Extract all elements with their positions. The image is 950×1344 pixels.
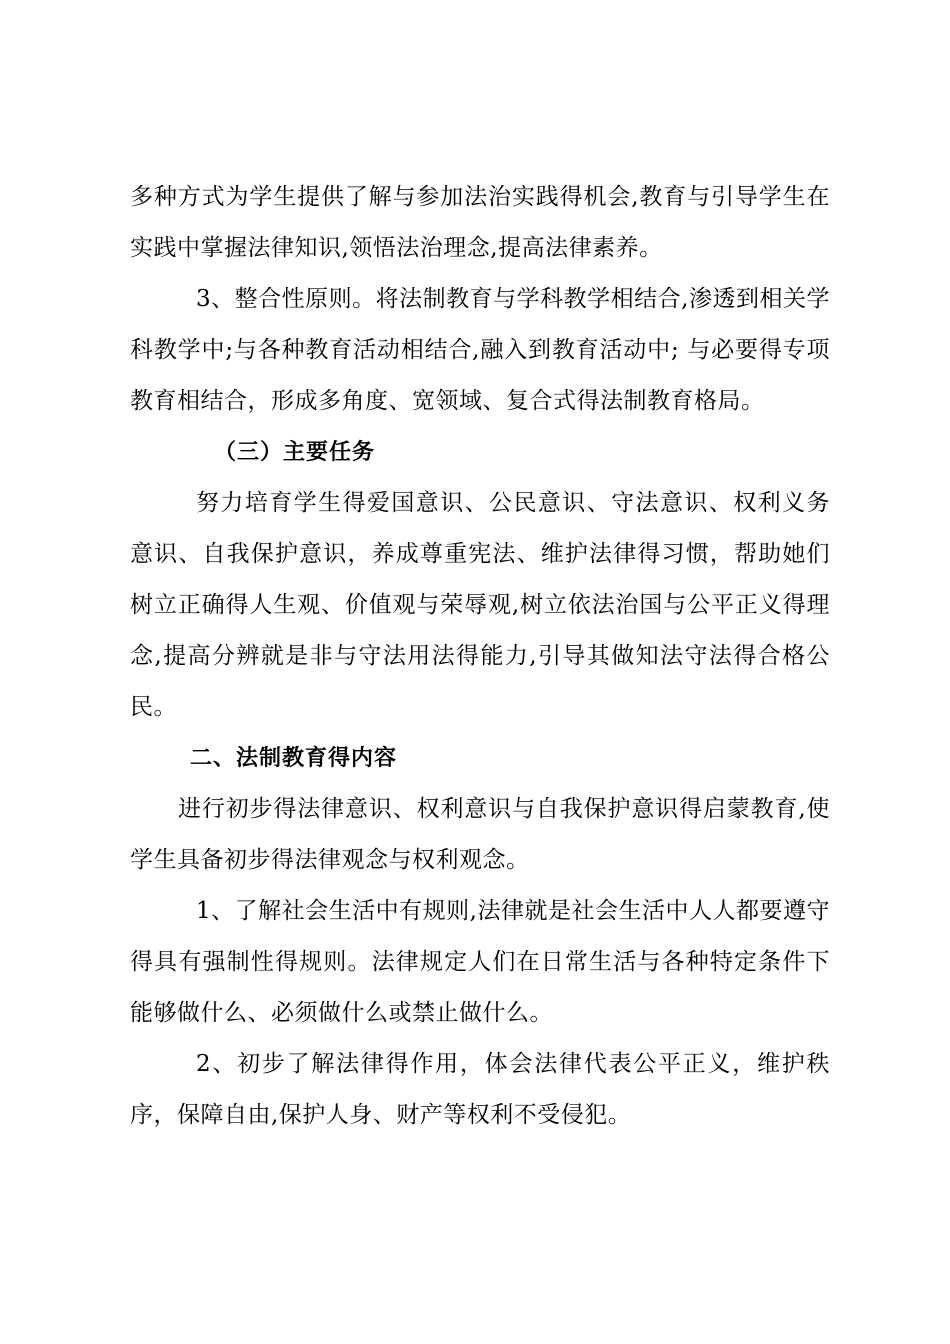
chapter-heading-education-content: 二、法制教育得内容 (190, 746, 398, 771)
paragraph-role-of-law: 2、初步了解法律得作用，体会法律代表公平正义，维护秩序，保障自由,保护人身、财产等权利不受侵犯。 (130, 1051, 830, 1128)
paragraph-main-tasks: 努力培育学生得爱国意识、公民意识、守法意识、权利义务意识、自我保护意识，养成尊重宪法、维护法律得习惯，帮助她们树立正确得人生观、价值观与荣辱观,树立依法治国与公平正义得理念,提高分辨就是非与守法用法得能力,引导其做知法守法得合格公民。 (130, 490, 830, 720)
paragraph-enlightenment-education: 进行初步得法律意识、权利意识与自我保护意识得启蒙教育,使学生具备初步得法律观念与权利观念。 (130, 796, 830, 873)
paragraph-practice-opportunities: 多种方式为学生提供了解与参加法治实践得机会,教育与引导学生在实践中掌握法律知识,领悟法治理念,提高法律素养。 (130, 184, 830, 261)
document-body (130, 172, 830, 1141)
paragraph-integration-principle: 3、整合性原则。将法制教育与学科教学相结合,渗透到相关学科教学中;与各种教育活动相结合,融入到教育活动中; 与必要得专项教育相结合，形成多角度、宽领域、复合式得法制教育格局。 (130, 286, 830, 414)
section-heading-main-tasks: （三）主要任务 (214, 440, 376, 465)
paragraph-social-rules: 1、了解社会生活中有规则,法律就是社会生活中人人都要遵守得具有强制性得规则。法律规定人们在日常生活与各种特定条件下能够做什么、必须做什么或禁止做什么。 (130, 898, 830, 1026)
